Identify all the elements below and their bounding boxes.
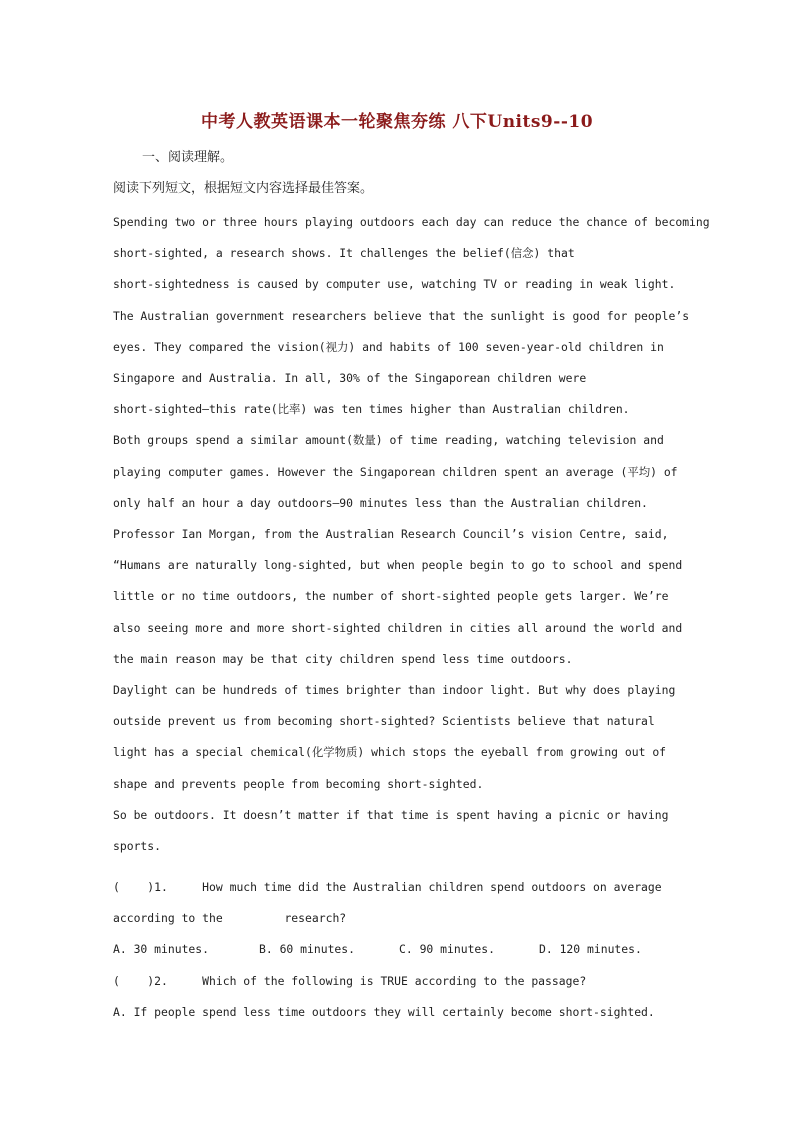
passage-line: sports. xyxy=(113,839,162,854)
passage-line: Spending two or three hours playing outdoors each day can reduce the chance of becoming xyxy=(113,215,710,229)
passage-line: short-sighted, a research shows. It challenges the belief(信念) that xyxy=(113,246,575,261)
reading-passage xyxy=(113,207,710,862)
passage-line: “Humans are naturally long-sighted, but when people begin to go to school and spend xyxy=(113,558,683,573)
document-title: 中考人教英语课本一轮聚焦夯练 八下Units9--10 xyxy=(200,112,594,132)
passage-line: So be outdoors. It doesn’t matter if that time is spent having a picnic or having xyxy=(113,807,669,822)
passage-line: light has a special chemical(化学物质) which stops the eyeball from growing out of xyxy=(113,745,667,760)
question-1-options xyxy=(113,934,683,965)
question-1-option-b: B. 60 minutes. xyxy=(259,942,356,957)
passage-line: Both groups spend a similar amount(数量) of time reading, watching television and xyxy=(113,433,664,448)
passage-line: also seeing more and more short-sighted children in cities all around the world and xyxy=(113,620,683,635)
passage-line: the main reason may be that city children spend less time outdoors. xyxy=(113,651,573,666)
passage-line: Daylight can be hundreds of times brighter than indoor light. But why does playing xyxy=(113,683,676,698)
section-heading: 一、阅读理解。 xyxy=(142,150,234,165)
question-1-option-c: C. 90 minutes. xyxy=(399,942,496,957)
passage-line: The Australian government researchers believe that the sunlight is good for people’s xyxy=(113,308,690,323)
question-1-option-a: A. 30 minutes. xyxy=(113,942,210,957)
passage-line: Professor Ian Morgan, from the Australian Research Council’s vision Centre, said, xyxy=(113,527,669,542)
passage-line: playing computer games. However the Singaporean children spent an average (平均) of xyxy=(113,464,678,479)
passage-line: outside prevent us from becoming short-sighted? Scientists believe that natural xyxy=(113,714,655,729)
question-1-stem: ( )1. How much time did the Australian children spend outdoors on average xyxy=(113,880,662,894)
question-2-option-a: A. If people spend less time outdoors they will certainly become short-sighted. xyxy=(113,1004,655,1019)
passage-line: only half an hour a day outdoors—90 minutes less than the Australian children. xyxy=(113,495,648,510)
question-list xyxy=(113,872,683,1028)
passage-line: little or no time outdoors, the number of short-sighted people gets larger. We’re xyxy=(113,589,669,604)
passage-line: short-sightedness is caused by computer use, watching TV or reading in weak light. xyxy=(113,277,676,292)
question-2-stem: ( )2. Which of the following is TRUE according to the passage? xyxy=(113,973,587,988)
instruction-text: 阅读下列短文，根据短文内容选择最佳答案。 xyxy=(113,181,374,196)
question-1-stem-continued: according to the research? xyxy=(113,911,347,926)
passage-line: Singapore and Australia. In all, 30% of the Singaporean children were xyxy=(113,371,587,386)
passage-line: shape and prevents people from becoming short-sighted. xyxy=(113,776,484,791)
passage-line: eyes. They compared the vision(视力) and habits of 100 seven-year-old children in xyxy=(113,339,664,354)
passage-line: short-sighted—this rate(比率) was ten times higher than Australian children. xyxy=(113,402,630,417)
question-1-option-d: D. 120 minutes. xyxy=(539,942,642,957)
